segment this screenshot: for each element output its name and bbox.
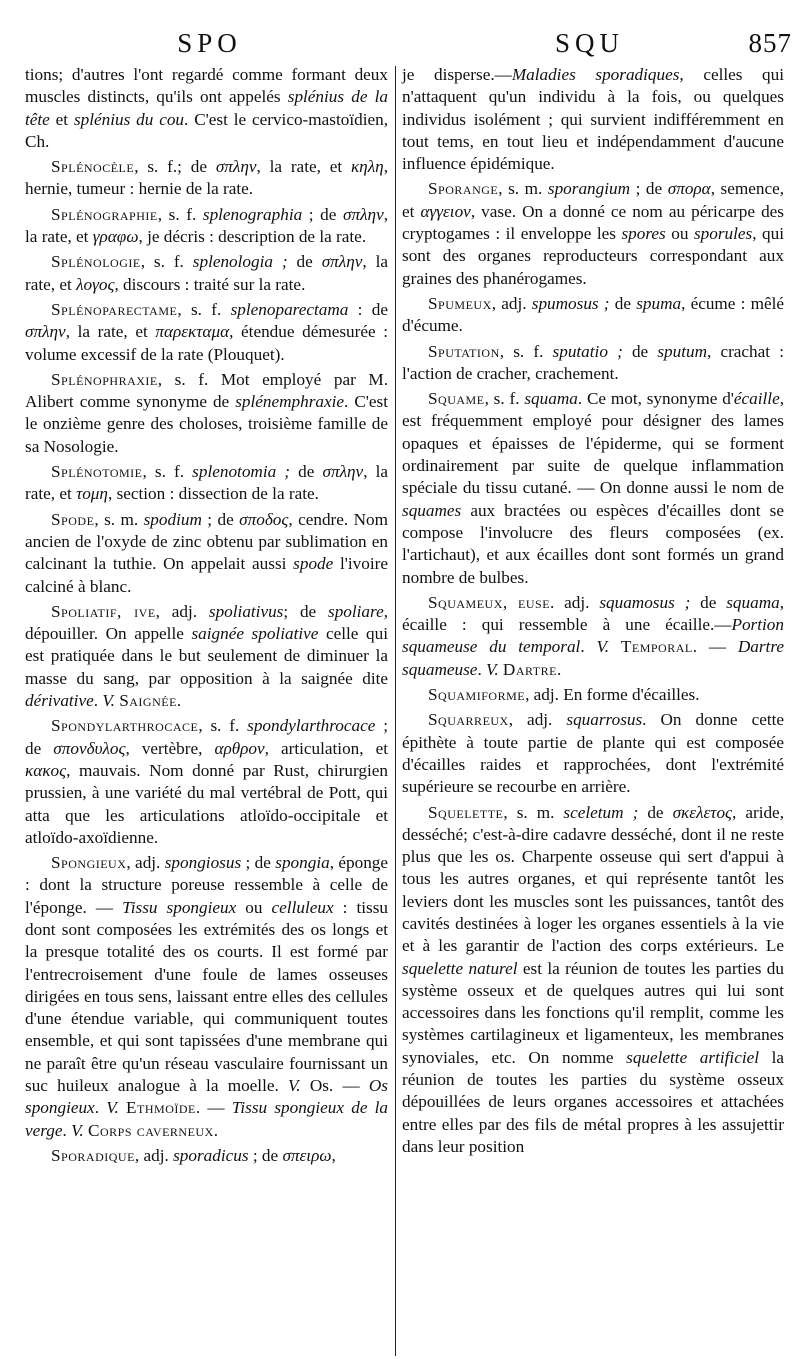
- entry-text: , qui sont des organes reproducteurs correspondant aux graines des phanérogames.: [402, 224, 784, 288]
- entry-text: ; de: [302, 204, 344, 224]
- entry-text: , articulation, et: [264, 738, 389, 758]
- entry-text: , s. f.: [177, 299, 231, 319]
- italic-term: σπλην: [25, 322, 66, 342]
- entry-headword: Spoliatif, ive: [51, 601, 156, 621]
- dictionary-entry: [25, 1145, 388, 1167]
- entry-headword: Spongieux: [51, 853, 127, 873]
- italic-term: σπονδυλος: [53, 738, 126, 758]
- dictionary-entry: [25, 715, 388, 849]
- italic-term: spondylarthrocace: [247, 716, 376, 736]
- dictionary-entry: [25, 601, 388, 712]
- entry-text: , s. f.: [157, 204, 203, 224]
- italic-term: spumosus ;: [531, 293, 610, 313]
- entry-text: , section : dissection de la rate.: [107, 484, 319, 504]
- italic-term: V.: [71, 1120, 84, 1140]
- dictionary-entry: [25, 156, 388, 201]
- italic-term: V.: [102, 691, 115, 711]
- header-left-word: SPO: [177, 28, 242, 58]
- entry-text: , adj.: [126, 853, 165, 873]
- italic-term: sporadicus: [173, 1145, 249, 1165]
- italic-term: Tissu spongieux de la verge: [25, 1098, 389, 1140]
- dictionary-entry: [25, 461, 388, 506]
- italic-term: σπλην: [343, 204, 384, 224]
- italic-term: V.: [596, 637, 610, 657]
- entry-text: .: [556, 659, 562, 679]
- italic-term: Maladies sporadiques: [511, 65, 680, 84]
- italic-term: spuma: [636, 293, 682, 313]
- entry-text: .: [213, 1120, 219, 1140]
- italic-term: celluleux: [271, 897, 334, 917]
- entry-text: , je décris : description de la rate.: [138, 227, 367, 247]
- entry-headword: Squame: [428, 389, 485, 409]
- entry-headword: Ethmoïde: [126, 1098, 196, 1118]
- italic-term: spoliare: [328, 601, 384, 621]
- page-number: 857: [748, 28, 792, 58]
- entry-text: , hernie, tumeur : hernie de la rate.: [25, 157, 388, 199]
- entry-headword: Splénotomie: [51, 462, 143, 482]
- right-column: [402, 64, 784, 1161]
- italic-term: dérivative: [25, 691, 94, 711]
- entry-headword: Squamiforme: [428, 685, 526, 705]
- entry-text: Os. —: [300, 1076, 369, 1096]
- entry-text: . On donne cette épithète à toute partie de plante qui est composée d'écailles raides et rapprochées, dont l'extrémité supérieure se recourbe en arrière.: [402, 710, 784, 797]
- entry-text: , mauvais. Nom donné par Rust, chirurgien prussien, à une variété du mal vertébral de Pott, qui atta que les articulations atloïdo-occipitale et atloïdo-axoïdienne.: [25, 760, 388, 847]
- italic-term: splénius de la tête: [25, 87, 388, 129]
- italic-term: sputum: [657, 341, 707, 361]
- header-right-word: SQU: [554, 28, 624, 58]
- left-column: [25, 64, 388, 1170]
- entry-text: , s. f.: [142, 462, 193, 482]
- entry-text: celle qui est pratiquée dans le but seulement de diminuer la masse du sang, par opposition à la saignée dite: [25, 624, 388, 688]
- entry-text: .: [62, 1120, 72, 1140]
- italic-term: spongia: [275, 853, 330, 873]
- entry-text: , écume : mêlé d'écume.: [402, 293, 785, 336]
- entry-text: , s. f.: [499, 341, 553, 361]
- entry-text: [609, 637, 621, 656]
- italic-term: Portion squameuse du temporal: [402, 615, 784, 657]
- entry-text: , cendre. Nom ancien de l'oxyde de zinc obtenu par sublimation en calcinant la tuthie. On appelait aussi: [25, 509, 388, 574]
- entry-text: , la rate, et: [65, 322, 156, 342]
- entry-text: , la rate, et: [256, 157, 351, 177]
- entry-headword: Spode: [51, 509, 95, 529]
- italic-term: écaille: [733, 389, 780, 409]
- italic-term: σκελετος: [672, 802, 733, 822]
- italic-term: saignée spoliative: [191, 624, 319, 644]
- entry-text: est la réunion de toutes les parties du système osseux et de quelques autres qui lui sont accessoires dans les fonctions qu'il remplit, comme les systèmes cartilagineux et ligamenteux, les membranes synoviales, etc. On nomme: [402, 958, 784, 1067]
- entry-headword: Splénoparectame: [51, 299, 178, 319]
- entry-headword: Splénocèle: [51, 157, 135, 177]
- entry-text: , adj.: [134, 1145, 174, 1165]
- dictionary-entry: [25, 299, 388, 366]
- dictionary-entry: [402, 293, 784, 338]
- entry-headword: Saignée: [119, 691, 177, 711]
- italic-term: spores: [621, 224, 666, 244]
- dictionary-entry: [402, 341, 784, 386]
- column-divider: [395, 66, 396, 1356]
- entry-text: je disperse.—: [402, 65, 512, 84]
- entry-text: .: [477, 659, 487, 679]
- italic-term: squama: [726, 592, 780, 612]
- entry-text: , adj.: [491, 293, 532, 313]
- entry-text: . Ce mot, synonyme d': [577, 389, 734, 409]
- italic-term: squama: [524, 389, 578, 409]
- dictionary-entry: [402, 684, 784, 706]
- entry-text: . C'est le cervico-mastoïdien, Ch.: [25, 109, 388, 151]
- entry-text: ; de: [25, 716, 388, 758]
- entry-headword: Spondylarthrocace: [51, 716, 199, 736]
- entry-headword: Splénographie: [51, 204, 158, 224]
- italic-term: σπειρω: [282, 1145, 332, 1165]
- entry-text: la réunion de toutes les parties du système osseux dépouillées de leurs organes accessoires et attachées entre elles par des fils de métal propres à les assujettir dans leur position: [402, 1047, 784, 1156]
- entry-text: ; de: [630, 179, 668, 199]
- entry-text: , s. m.: [498, 179, 548, 199]
- entry-headword: Sporadique: [51, 1145, 135, 1165]
- entry-text: , étendue démesurée : volume excessif de la rate (Plouquet).: [25, 322, 388, 364]
- entry-headword: Sputation: [428, 341, 500, 361]
- entry-headword: Squarreux: [428, 710, 509, 730]
- entry-text: , s. f.: [484, 389, 525, 409]
- entry-text: , la rate, et: [25, 204, 388, 247]
- entry-text: , éponge : dont la structure poreuse ressemble à celle de l'éponge. —: [25, 853, 389, 917]
- entry-text: . adj.: [550, 592, 600, 612]
- entry-text: , adj.: [155, 601, 209, 621]
- italic-term: sporangium: [547, 179, 631, 199]
- entry-text: de: [690, 592, 727, 612]
- entry-text: , s. f.: [140, 252, 193, 272]
- dictionary-entry: [25, 509, 388, 598]
- italic-term: σπορα: [667, 179, 711, 199]
- entry-text: , aride, desséché; c'est-à-dire cadavre desséché, dont il ne reste plus que les os. Charpente osseuse qui sert d'appui à tous les autres organes, et qui représente tantôt les leviers dont les muscles sont les puissances, tantôt des cavités destinées à loger les organes essentiels à la vie et à les garantir de l'action des corps extérieurs. Le: [402, 802, 784, 956]
- italic-term: squamosus ;: [599, 592, 691, 612]
- entry-text: : tissu dont sont composées les extrémités des os longs et la presque totalité des os courts. Il est formé par l'entrecroisement d'une foule de lames osseuses dirigées en tous sens, laissant entre elles des cellules d'une étendue variable, qui communiquent toutes ensemble, et qui sont tapissées d'une membrane qui ne paraît être qu'un réseau vasculaire fournissant un suc huileux analogue à la moelle.: [25, 897, 388, 1096]
- entry-headword: Squelette: [428, 802, 504, 822]
- entry-text: tions; d'autres l'ont regardé comme formant deux muscles distincts, qu'ils ont appelés: [25, 65, 388, 107]
- entry-text: de: [290, 462, 323, 482]
- italic-term: spoliativus: [208, 601, 284, 621]
- italic-term: splenologia ;: [192, 252, 288, 272]
- italic-term: V.: [288, 1076, 301, 1096]
- italic-term: splénius du cou: [73, 109, 185, 129]
- entry-text: aux bractées ou espèces d'écailles dont se compose l'involucre des fleurs composées (ex. l'artichaut), et aux écailles dont sont formés un grand nombre de bulbes.: [402, 500, 784, 587]
- entry-text: .: [93, 691, 103, 711]
- entry-text: , adj.: [508, 710, 567, 730]
- italic-term: sceletum ;: [563, 802, 639, 822]
- entry-text: , s. f.: [198, 716, 248, 736]
- italic-term: V.: [486, 659, 499, 679]
- entry-text: ; de: [241, 853, 276, 873]
- dictionary-entry: [402, 388, 784, 589]
- italic-term: splenographia: [202, 204, 303, 224]
- entry-text: l'ivoire calciné à blanc.: [25, 554, 388, 596]
- entry-text: de: [638, 802, 673, 822]
- entry-text: ; de: [248, 1145, 283, 1165]
- italic-term: γραφω: [92, 227, 139, 247]
- italic-term: σποδος: [239, 509, 289, 529]
- italic-term: κηλη: [350, 157, 384, 177]
- entry-text: .: [580, 637, 597, 657]
- italic-term: squarrosus: [566, 710, 643, 730]
- entry-text: ou: [236, 897, 272, 917]
- entry-text: , s. m.: [503, 802, 564, 822]
- dictionary-entry: [25, 251, 388, 296]
- entry-text: , semence, et: [402, 179, 785, 221]
- entry-text: [119, 1098, 126, 1117]
- dictionary-entry: [402, 802, 784, 1159]
- italic-term: splenoparectama: [230, 299, 349, 319]
- entry-text: de: [287, 252, 322, 272]
- entry-text: , s. f.; de: [134, 157, 216, 177]
- italic-term: αρθρον: [214, 738, 265, 758]
- entry-text: , s. m.: [94, 509, 144, 529]
- entry-headword: Temporal: [620, 637, 693, 657]
- italic-term: κακος: [25, 760, 67, 780]
- running-header: [22, 28, 792, 68]
- dictionary-entry: [25, 852, 388, 1142]
- entry-text: ,: [331, 1145, 336, 1165]
- italic-term: λογος: [76, 274, 115, 294]
- italic-term: spodium: [143, 509, 202, 529]
- entry-text: , adj. En forme d'écailles.: [525, 685, 700, 705]
- italic-term: σπλην: [321, 252, 363, 272]
- dictionary-entry: [402, 64, 784, 175]
- italic-term: sporules: [693, 224, 753, 244]
- entry-text: , s. f. Mot employé par M. Alibert comme synonyme de: [25, 369, 388, 412]
- entry-text: ; de: [201, 509, 240, 529]
- entry-text: , discours : traité sur la rate.: [114, 274, 306, 294]
- entry-text: et: [49, 109, 74, 129]
- italic-term: V.: [106, 1098, 119, 1118]
- entry-text: ; de: [283, 601, 328, 621]
- entry-headword: Splénophraxie: [51, 369, 158, 389]
- italic-term: squames: [402, 500, 462, 520]
- entry-text: de: [622, 341, 658, 361]
- dictionary-entry: [402, 592, 784, 681]
- italic-term: παρεκταμα: [155, 322, 230, 342]
- entry-text: . —: [692, 637, 738, 657]
- entry-text: , est fréquemment employé pour désigner des lames opaques et épaisses de l'épiderme, qui se forment ordinairement par suite de quelque inflammation spéciale du tissu cutané. — On donne aussi le nom de: [402, 389, 784, 498]
- italic-term: spongiosus: [164, 853, 242, 873]
- dictionary-entry: [402, 709, 784, 798]
- entry-text: , vase. On a donné ce nom au péricarpe des cryptogames : il enveloppe les: [402, 201, 784, 244]
- entry-text: , crachat : l'action de cracher, crachement.: [402, 341, 784, 383]
- entry-text: , la rate, et: [25, 462, 389, 504]
- entry-headword: Spumeux: [428, 293, 492, 313]
- entry-headword: Sporange: [428, 179, 499, 199]
- italic-term: σπλην: [322, 462, 364, 482]
- italic-term: σπλην: [215, 157, 257, 177]
- italic-term: sputatio ;: [552, 341, 623, 361]
- dictionary-entry: [25, 369, 388, 458]
- dictionary-entry: [25, 64, 388, 153]
- entry-text: , la rate, et: [25, 252, 389, 294]
- entry-text: ou: [665, 224, 694, 244]
- entry-text: . C'est le onzième genre des choloses, troisième famille de sa Nosologie.: [25, 392, 388, 456]
- dictionary-entry: [402, 178, 784, 289]
- entry-headword: Dartre: [502, 659, 557, 679]
- entry-text: : de: [348, 299, 388, 319]
- italic-term: splénemphraxie: [235, 392, 345, 412]
- entry-headword: Corps caverneux: [88, 1120, 214, 1140]
- italic-term: spode: [293, 554, 334, 574]
- italic-term: τομη: [76, 484, 108, 504]
- entry-text: .: [176, 691, 182, 711]
- entry-text: , dépouiller. On appelle: [25, 601, 388, 644]
- dictionary-entry: [25, 204, 388, 249]
- italic-term: squelette artificiel: [626, 1047, 759, 1067]
- entry-text: , celles qui n'attaquent qu'un individu à la fois, ou quelques individus isolément ; qui survient indifféremment en tout tems, en tout lieu et indépendamment d'aucune influence épidémique.: [402, 65, 785, 174]
- italic-term: Dartre squameuse: [402, 637, 785, 679]
- entry-text: .: [94, 1098, 107, 1118]
- italic-term: Tissu spongieux: [122, 897, 237, 917]
- entry-text: . —: [195, 1098, 232, 1118]
- italic-term: squelette naturel: [402, 958, 518, 978]
- entry-text: , écaille : qui ressemble à une écaille.—: [402, 592, 785, 635]
- entry-headword: Splénologie: [51, 252, 141, 272]
- entry-headword: Squameux, euse: [428, 592, 551, 612]
- entry-text: , vertèbre,: [125, 738, 215, 758]
- entry-text: de: [609, 293, 637, 313]
- italic-term: splenotomia ;: [192, 462, 291, 482]
- italic-term: Os spongieux: [25, 1076, 388, 1118]
- italic-term: αγγειον: [420, 201, 471, 221]
